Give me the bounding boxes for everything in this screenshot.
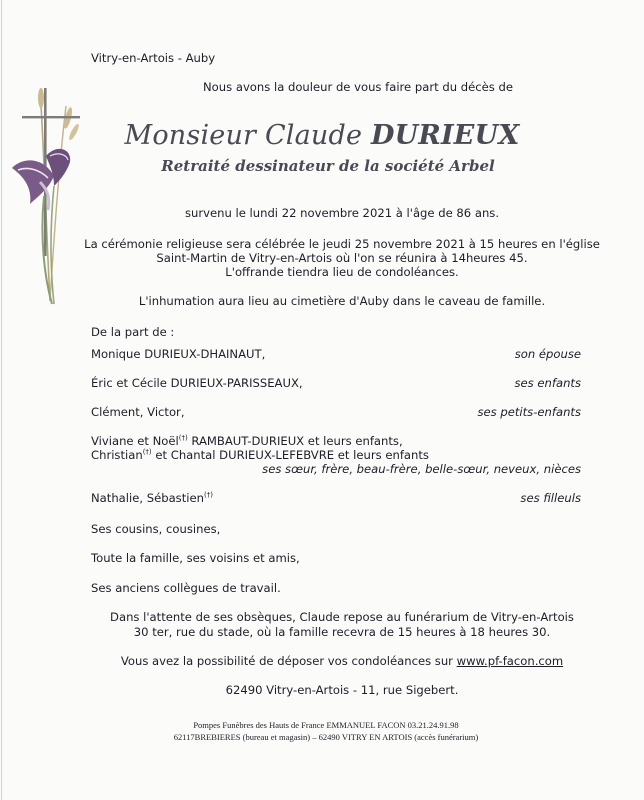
spouse-relation: son épouse: [514, 347, 581, 361]
ceremony-line-3: L'offrande tiendra lieu de condoléances.: [225, 265, 459, 279]
location-header: Vitry-en-Artois - Auby: [91, 51, 216, 65]
siblings-line-2-b: et Chantal DURIEUX-LEFEBVRE et leurs enfants: [151, 448, 429, 462]
grandchildren-name: Clément, Victor,: [91, 405, 185, 419]
siblings-line-2: [91, 448, 429, 463]
godchildren-name: [91, 491, 213, 506]
siblings-line-2-a: Christian: [91, 448, 143, 462]
condolences-text: Vous avez la possibilité de déposer vos condoléances sur: [120, 654, 457, 668]
footer-line-2: 62117BREBIERES (bureau et magasin) – 62490 VITRY EN ARTOIS (accès funérarium): [173, 732, 479, 742]
deceased-title: Monsieur Claude: [124, 120, 371, 151]
cousins-line: Ses cousins, cousines,: [91, 522, 221, 536]
wake-line-2: 30 ter, rue du stade, où la famille recevra de 15 heures à 18 heures 30.: [133, 625, 551, 639]
whole-family-line: Toute la famille, ses voisins et amis,: [91, 551, 300, 565]
family-heading: De la part de :: [91, 325, 175, 339]
deceased-surname: DURIEUX: [370, 120, 520, 151]
siblings-line-1-b: RAMBAUT-DURIEUX et leurs enfants,: [187, 434, 403, 448]
condolences-line: [20, 654, 644, 669]
colleagues-line: Ses anciens collègues de travail.: [91, 581, 281, 595]
siblings-line-2-sup: (†): [142, 448, 152, 457]
ceremony-line-1: La cérémonie religieuse sera célébrée le jeudi 25 novembre 2021 à 15 heures en l'église: [84, 237, 600, 251]
siblings-line-1-a: Viviane et Noël: [91, 434, 179, 448]
grandchildren-relation: ses petits-enfants: [477, 405, 581, 419]
children-name: Éric et Cécile DURIEUX-PARISSEAUX,: [91, 376, 303, 390]
siblings-line-1-sup: (†): [178, 434, 188, 443]
death-line: survenu le lundi 22 novembre 2021 à l'âge de 86 ans.: [184, 206, 500, 220]
wake-line-1: Dans l'attente de ses obsèques, Claude repose au funérarium de Vitry-en-Artois: [110, 610, 574, 624]
condolences-link[interactable]: www.pf-facon.com: [456, 654, 564, 668]
godchildren-sup: (†): [203, 491, 213, 500]
children-relation: ses enfants: [514, 376, 581, 390]
godchildren-name-a: Nathalie, Sébastien: [91, 491, 204, 505]
burial-line: L'inhumation aura lieu au cimetière d'Auby dans le caveau de famille.: [138, 294, 546, 308]
deceased-name: [0, 120, 644, 151]
address-line: 62490 Vitry-en-Artois - 11, rue Sigebert.: [225, 683, 459, 697]
ceremony-line-2: Saint-Martin de Vitry-en-Artois où l'on se réunira à 14heures 45.: [156, 251, 528, 265]
siblings-line-1: [91, 434, 403, 449]
spouse-name: Monique DURIEUX-DHAINAUT,: [91, 347, 266, 361]
deceased-occupation: Retraité dessinateur de la société Arbel: [161, 157, 495, 175]
godchildren-relation: ses filleuls: [520, 491, 581, 505]
siblings-relation: ses sœur, frère, beau-frère, belle-sœur, neveux, nièces: [262, 462, 581, 476]
footer-line-1: Pompes Funèbres des Hauts de France EMMANUEL FACON 03.21.24.91.98: [193, 720, 459, 730]
intro-line: Nous avons la douleur de vous faire part du décès de: [203, 80, 513, 94]
